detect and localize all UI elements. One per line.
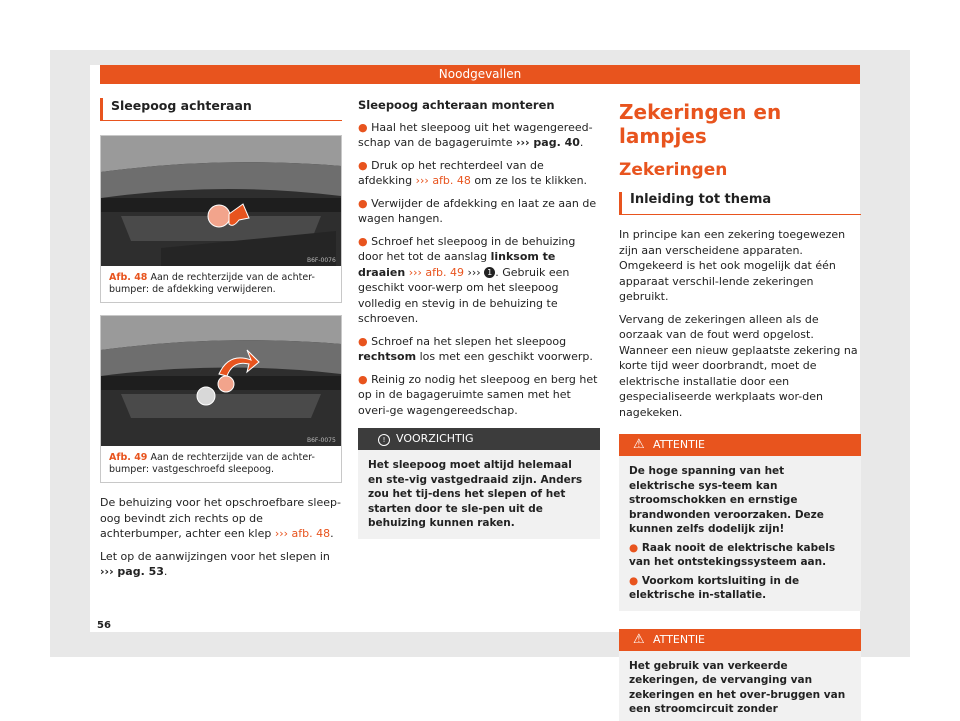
figure-49-label: Afb. 49 <box>109 452 148 463</box>
tow-eye-illustration <box>101 316 341 446</box>
paragraph-text: Let op de aanwijzingen voor het slepen in <box>100 549 330 563</box>
warning-bullet <box>629 541 851 570</box>
bullet-icon: ● <box>358 120 368 134</box>
bold-text: linksom te draaien <box>358 250 556 279</box>
middle-column <box>358 98 600 539</box>
bullet-item <box>358 196 600 227</box>
figure-48-caption <box>101 266 341 302</box>
warning-notice-1 <box>619 434 861 611</box>
paragraph: De behuizing voor het opschroefbare sleep-oog bevindt zich rechts op de achterbumper, achter een klep ››› afb. 48. <box>100 496 341 540</box>
figure-48 <box>100 135 342 303</box>
bullet-text: Schroef na het slepen het sleepoog <box>371 334 567 348</box>
bullet-item <box>358 372 600 419</box>
bumper-cover-illustration <box>101 136 341 266</box>
bullet-text: Druk op het rechterdeel van de afdekking <box>358 158 544 187</box>
figure-49-image <box>101 316 341 446</box>
warning-triangle-icon: ⚠ <box>633 437 645 452</box>
figure-48-caption-text: Aan de rechterzijde van de achter-bumper: de afdekking verwijderen. <box>109 272 315 295</box>
warning-header <box>619 629 861 651</box>
procedure-title: Sleepoog achteraan monteren <box>358 98 555 112</box>
bullet-item <box>358 158 600 189</box>
warning-body: Het gebruik van verkeerde zekeringen, de vervanging van zekeringen en het over-bruggen van een stroomcircuit zonder <box>619 651 861 721</box>
bullet-icon: ● <box>358 196 368 210</box>
figure-48-image <box>101 136 341 266</box>
page-reference-link[interactable]: ››› pag. 40 <box>515 136 580 149</box>
bullet-icon: ● <box>358 334 368 348</box>
bullet-icon: ● <box>358 234 368 248</box>
bullet-icon: ● <box>358 372 368 386</box>
bullet-icon: ● <box>629 541 639 554</box>
warning-title: ATTENTIE <box>653 632 706 646</box>
right-column <box>619 98 861 721</box>
warning-body <box>619 456 861 611</box>
caution-header <box>358 428 600 450</box>
paragraph-text: De behuizing voor het opschroefbare sleep-oog bevindt zich rechts op de achterbumper, achter een klep <box>100 496 341 540</box>
bullet-item: ● Haal het sleepoog uit het wagengereed-schap van de bagageruimte ››› pag. 40. <box>358 120 593 149</box>
bullet-text: los met een geschikt voorwerp. <box>419 350 593 363</box>
section-heading: Zekeringen <box>619 160 728 180</box>
bold-text: rechtsom <box>358 350 417 363</box>
warning-notice-2 <box>619 629 861 721</box>
warning-header <box>619 434 861 456</box>
cross-reference-link[interactable]: ››› afb. 49 <box>408 265 464 279</box>
bullet-icon: ● <box>629 574 639 587</box>
caution-body: Het sleepoog moet altijd helemaal en ste-vig vastgedraaid zijn. Anders zou het tij-dens het slepen of het starten door te sle-pen uit de behuizing kunnen raken. <box>358 450 600 539</box>
warning-triangle-icon: ⚠ <box>633 631 645 647</box>
reference-arrows: ››› <box>467 265 481 279</box>
warning-bullet <box>629 574 851 603</box>
subsection-heading: Inleiding tot thema <box>619 192 861 215</box>
page-number: 56 <box>97 620 111 631</box>
paragraph: In principe kan een zekering toegewezen zijn aan verscheidene apparaten. Omgekeerd is het ook mogelijk dat één apparaat verschil-lende zekeringen gebruikt. <box>619 228 846 303</box>
warning-title: ATTENTIE <box>653 438 706 451</box>
bullet-text: . Gebruik een geschikt voor-werp om het sleepoog volledig en stevig in de behuizing te schroeven. <box>358 265 570 325</box>
bullet-text: Reinig zo nodig het sleepoog en berg het op in de bagageruimte samen met het overi-ge wagengereedschap. <box>358 372 598 417</box>
info-circle-icon: ! <box>378 434 390 446</box>
left-column <box>100 98 342 587</box>
caution-title: VOORZICHTIG <box>396 432 474 445</box>
figure-49 <box>100 315 342 483</box>
bullet-item <box>358 234 600 327</box>
figure-49-caption <box>101 446 341 482</box>
caution-notice <box>358 428 600 539</box>
bullet-icon: ● <box>358 158 368 172</box>
warning-text: De hoge spanning van het elektrische sys-teem kan stroomschokken en ernstige brandwonden veroorzaken. Deze kunnen zelfs dodelijk zijn! <box>629 465 824 535</box>
cross-reference-link[interactable]: ››› afb. 48 <box>274 527 331 540</box>
cross-reference-link[interactable]: ››› afb. 48 <box>415 174 471 187</box>
figure-48-code: B6F-0076 <box>307 257 336 264</box>
step-1-icon: 1 <box>484 267 495 278</box>
bullet-text: Haal het sleepoog uit het wagengereed-schap van de bagageruimte <box>358 120 593 149</box>
bullet-item <box>358 334 600 365</box>
section-title: Sleepoog achteraan <box>100 98 342 121</box>
bullet-text: Schroef het sleepoog in de behuizing door het tot de aanslag <box>358 234 576 263</box>
chapter-header: Noodgevallen <box>100 65 860 84</box>
figure-49-caption-text: Aan de rechterzijde van de achter-bumper: vastgeschroefd sleepoog. <box>109 452 315 475</box>
paragraph: Let op de aanwijzingen voor het slepen in ››› pag. 53. <box>100 549 330 578</box>
bullet-text: om ze los te klikken. <box>474 174 588 187</box>
bullet-text: Verwijder de afdekking en laat ze aan de wagen hangen. <box>358 196 597 225</box>
warning-bullet-text: Raak nooit de elektrische kabels van het ontstekingssysteem aan. <box>629 541 836 568</box>
figure-49-code: B6F-0075 <box>307 437 336 444</box>
figure-48-label: Afb. 48 <box>109 272 148 283</box>
chapter-title: Zekeringen en lampjes <box>619 100 782 148</box>
paragraph: Vervang de zekeringen alleen als de oorzaak van de fout werd opgelost. Wanneer een nieuw geplaatste zekering na korte tijd weer doorbrandt, moet de elektrische installatie door een gespecialiseerde werkplaats wor-den nagekeken. <box>619 312 858 419</box>
page-reference-link[interactable]: ››› pag. 53 <box>100 565 164 578</box>
warning-bullet-text: Voorkom kortsluiting in de elektrische in-stallatie. <box>629 574 800 601</box>
